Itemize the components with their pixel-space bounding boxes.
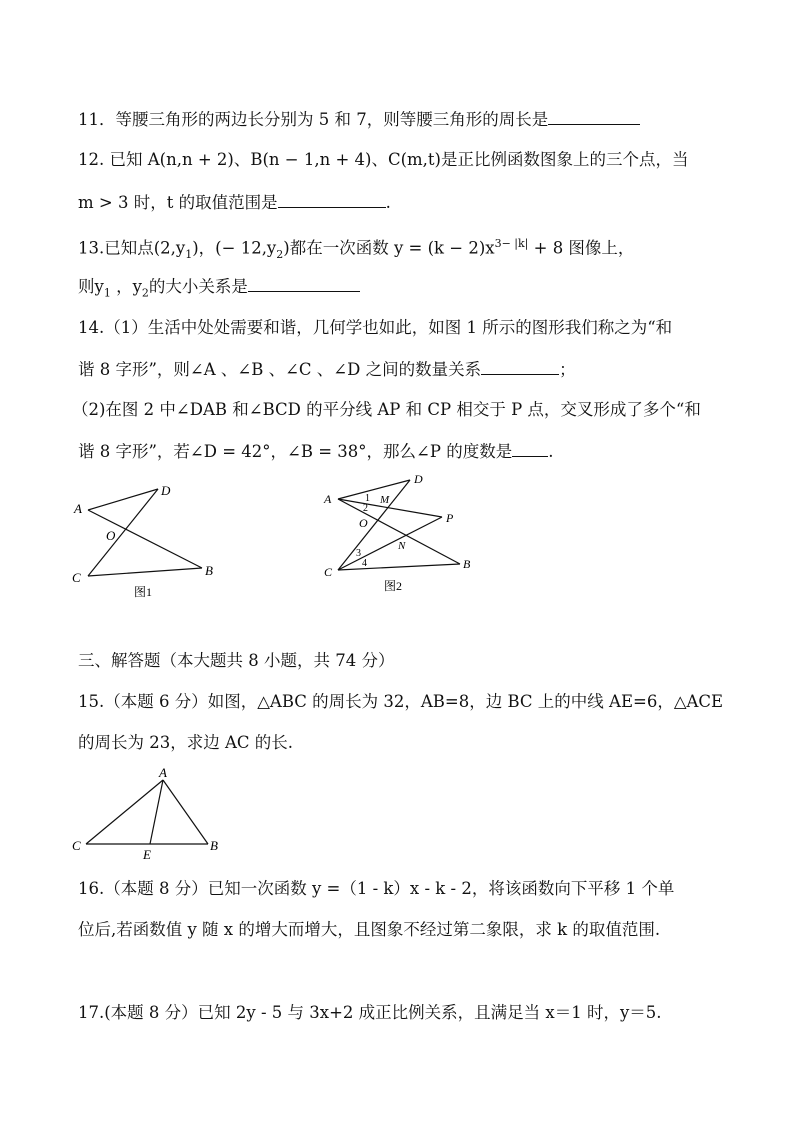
label-O: O bbox=[106, 528, 116, 543]
question-13-text: )都在一次函数 y = (k − 2)x bbox=[283, 238, 495, 258]
label-D: D bbox=[161, 483, 171, 498]
figure-2 bbox=[318, 470, 488, 600]
subscript: 2 bbox=[276, 247, 284, 261]
label-N: N bbox=[398, 540, 406, 552]
question-13-text: ，y bbox=[110, 277, 142, 296]
question-13-text: )，(− 12,y bbox=[192, 238, 277, 258]
question-14-line-4 bbox=[78, 438, 553, 464]
question-12-text: 12. 已知 A(n,n + 2)、B(n − 1,n + 4)、C(m,t)是正比例函数图象上的三个点，当 bbox=[78, 150, 689, 169]
label-E: E bbox=[143, 847, 151, 862]
question-17-line-1 bbox=[78, 1001, 662, 1025]
label-B: B bbox=[210, 838, 218, 853]
question-13-text: 的大小关系是 bbox=[148, 277, 248, 296]
question-13-text: + 8 图像上， bbox=[528, 238, 635, 258]
question-16-text: 位后,若函数值 y 随 x 的增大而增大，且图象不经过第二象限，求 k 的取值范围. bbox=[78, 920, 661, 939]
section-3-title bbox=[78, 649, 394, 673]
figure-1-caption: 图1 bbox=[134, 585, 153, 599]
answer-blank[interactable] bbox=[481, 356, 559, 375]
question-15-line-2 bbox=[78, 731, 293, 755]
label-A: A bbox=[324, 492, 332, 506]
angle-1: 1 bbox=[365, 493, 370, 504]
angle-4: 4 bbox=[362, 558, 367, 569]
question-14-line-3 bbox=[72, 398, 701, 422]
label-C: C bbox=[324, 565, 333, 579]
triangle-lines bbox=[86, 780, 208, 844]
question-12-text-cont: m > 3 时，t 的取值范围是 bbox=[78, 193, 278, 212]
answer-blank[interactable] bbox=[248, 273, 360, 292]
question-12-line-2 bbox=[78, 189, 391, 215]
label-M: M bbox=[380, 494, 390, 506]
label-C: C bbox=[72, 570, 81, 585]
question-16-line-1 bbox=[78, 877, 674, 901]
subscript: 1 bbox=[103, 286, 111, 300]
semicolon: ； bbox=[559, 360, 576, 379]
question-14-text: （2)在图 2 中∠DAB 和∠BCD 的平分线 AP 和 CP 相交于 P 点，交叉形成了多个“和 bbox=[72, 400, 701, 419]
label-P: P bbox=[446, 511, 454, 525]
question-14-line-2 bbox=[78, 356, 576, 382]
question-14-text: 谐 8 字形”，若∠D = 42°，∠B = 38°，那么∠P 的度数是 bbox=[78, 442, 513, 461]
question-16-line-2 bbox=[78, 918, 660, 942]
question-13-text: 13.已知点(2,y bbox=[78, 238, 186, 258]
question-13-text: 则y bbox=[78, 277, 104, 296]
question-14-line-1 bbox=[78, 316, 672, 340]
section-title-text: 三、解答题（本大题共 8 小题，共 74 分） bbox=[78, 651, 395, 670]
label-D: D bbox=[414, 472, 423, 486]
label-B: B bbox=[205, 563, 213, 578]
label-B: B bbox=[463, 557, 471, 571]
figure-1 bbox=[60, 478, 230, 603]
figure-3-triangle bbox=[66, 766, 231, 862]
question-16-text: 16.（本题 8 分）已知一次函数 y =（1 - k）x - k - 2，将该函数向下平移 1 个单 bbox=[78, 879, 675, 898]
question-13-line-1 bbox=[78, 232, 634, 267]
label-A: A bbox=[74, 501, 82, 516]
question-12-line-1 bbox=[78, 148, 688, 172]
period: . bbox=[548, 442, 554, 461]
question-13-line-2 bbox=[78, 273, 360, 305]
question-11 bbox=[78, 106, 640, 132]
question-14-text: 14.（1）生活中处处需要和谐，几何学也如此，如图 1 所示的图形我们称之为“和 bbox=[78, 318, 673, 337]
subscript: 1 bbox=[185, 247, 193, 261]
label-O: O bbox=[359, 516, 368, 530]
question-15-line-1 bbox=[78, 690, 723, 714]
answer-blank[interactable] bbox=[548, 106, 640, 125]
answer-blank[interactable] bbox=[512, 438, 548, 457]
label-A: A bbox=[159, 766, 167, 780]
figure-2-caption: 图2 bbox=[384, 579, 403, 593]
question-11-text: 11．等腰三角形的两边长分别为 5 和 7，则等腰三角形的周长是 bbox=[78, 110, 549, 129]
subscript: 2 bbox=[141, 286, 149, 300]
period: . bbox=[385, 193, 391, 212]
angle-3: 3 bbox=[356, 548, 361, 559]
label-C: C bbox=[72, 838, 81, 853]
answer-blank[interactable] bbox=[278, 189, 386, 208]
angle-2: 2 bbox=[363, 503, 368, 514]
question-14-text: 谐 8 字形”，则∠A 、∠B 、∠C 、∠D 之间的数量关系 bbox=[78, 360, 482, 379]
exponent: 3− |k| bbox=[494, 237, 529, 250]
question-15-text: 15.（本题 6 分）如图，△ABC 的周长为 32，AB=8，边 BC 上的中线 AE=6，△ACE bbox=[78, 692, 724, 711]
question-15-text: 的周长为 23，求边 AC 的长. bbox=[78, 733, 294, 752]
question-17-text: 17.(本题 8 分）已知 2y - 5 与 3x+2 成正比例关系，且满足当 x＝1 时，y＝5. bbox=[78, 1003, 662, 1022]
